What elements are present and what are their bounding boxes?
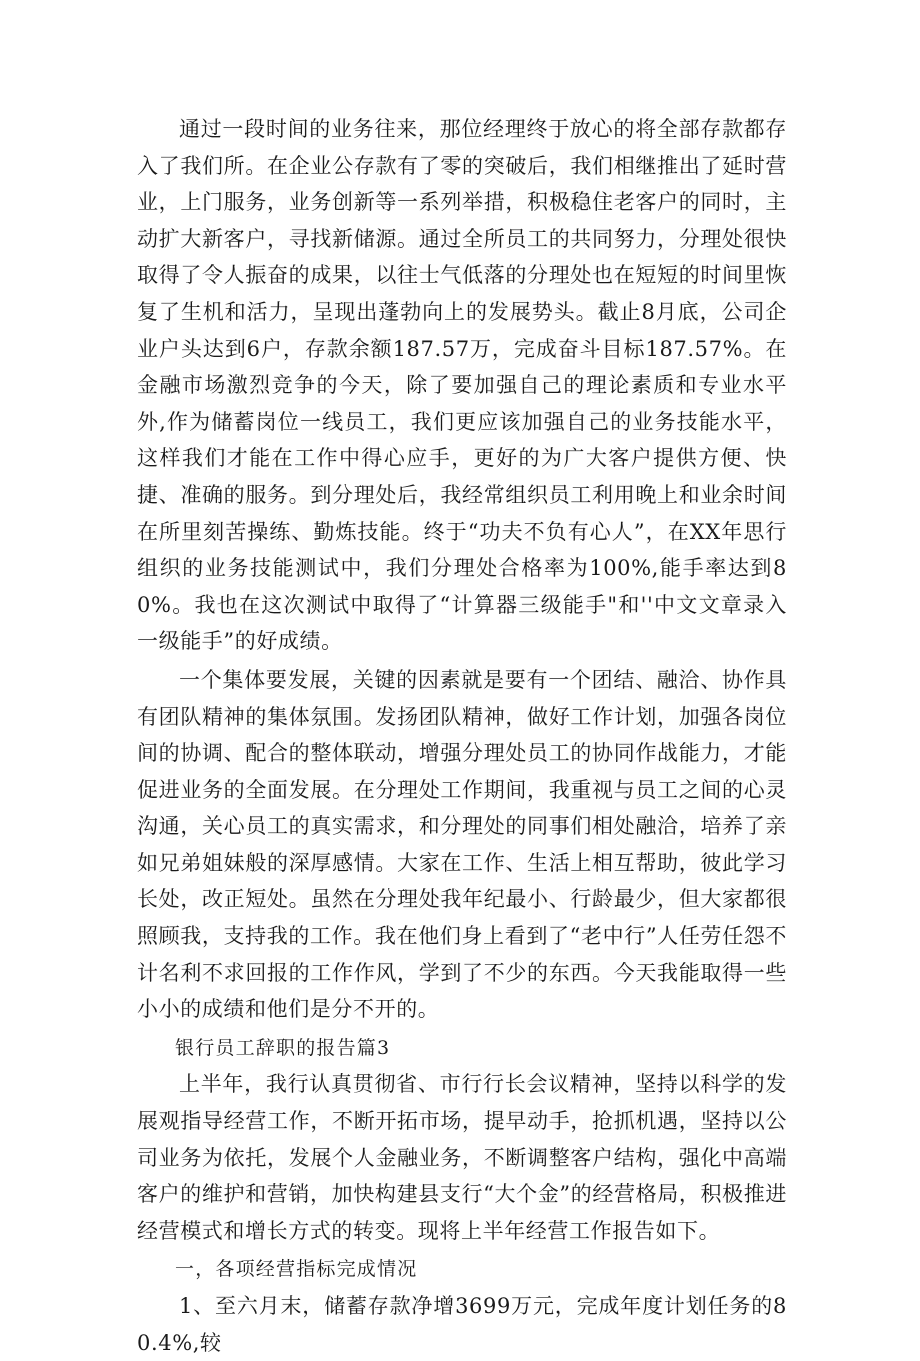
document-body <box>137 111 787 1361</box>
paragraph-item-1: 1、至六月末，储蓄存款净增3699万元，完成年度计划任务的80.4%,较 <box>137 1294 787 1355</box>
subheading-indicators: 一，各项经营指标完成情况 <box>175 1258 418 1281</box>
paragraph-section-intro: 上半年，我行认真贯彻省、市行行长会议精神，坚持以科学的发展观指导经营工作，不断开拓市场，提早动手，抢抓机遇，坚持以公司业务为依托，发展个人金融业务，不断调整客户结构，强化中高端客户的维护和营销，加快构建县支行“大个金”的经营格局，积极推进经营模式和增长方式的转变。现将上半年经营工作报告如下。 <box>137 1072 787 1243</box>
section-title: 银行员工辞职的报告篇3 <box>175 1036 391 1059</box>
paragraph-business-growth: 通过一段时间的业务往来，那位经理终于放心的将全部存款都存入了我们所。在企业公存款有了零的突破后，我们相继推出了延时营业，上门服务，业务创新等一系列举措，积极稳住老客户的同时，主动扩大新客户，寻找新储源。通过全所员工的共同努力，分理处很快取得了令人振奋的成果，以往士气低落的分理处也在短短的时间里恢复了生机和活力，呈现出蓬勃向上的发展势头。截止8月底，公司企业户头达到6户，存款余额187.57万，完成奋斗目标187.57%。在金融市场激烈竞争的今天，除了要加强自己的理论素质和专业水平外,作为储蓄岗位一线员工，我们更应该加强自己的业务技能水平，这样我们才能在工作中得心应手，更好的为广大客户提供方便、快捷、准确的服务。到分理处后，我经常组织员工利用晚上和业余时间在所里刻苦操练、勤炼技能。终于“功夫不负有心人”，在XX年思行组织的业务技能测试中，我们分理处合格率为100%,能手率达到80%。我也在这次测试中取得了“计算器三级能手"和''中文文章录入一级能手”的好成绩。 <box>137 117 787 654</box>
paragraph-team-spirit: 一个集体要发展，关键的因素就是要有一个团结、融洽、协作具有团队精神的集体氛围。发扬团队精神，做好工作计划，加强各岗位间的协调、配合的整体联动，增强分理处员工的协同作战能力，才能促进业务的全面发展。在分理处工作期间，我重视与员工之间的心灵沟通，关心员工的真实需求，和分理处的同事们相处融洽，培养了亲如兄弟姐妹般的深厚感情。大家在工作、生活上相互帮助，彼此学习长处，改正短处。虽然在分理处我年纪最小、行龄最少，但大家都很照顾我，支持我的工作。我在他们身上看到了“老中行”人任劳任怨不计名利不求回报的工作作风，学到了不少的东西。今天我能取得一些小小的成绩和他们是分不开的。 <box>137 667 787 1022</box>
